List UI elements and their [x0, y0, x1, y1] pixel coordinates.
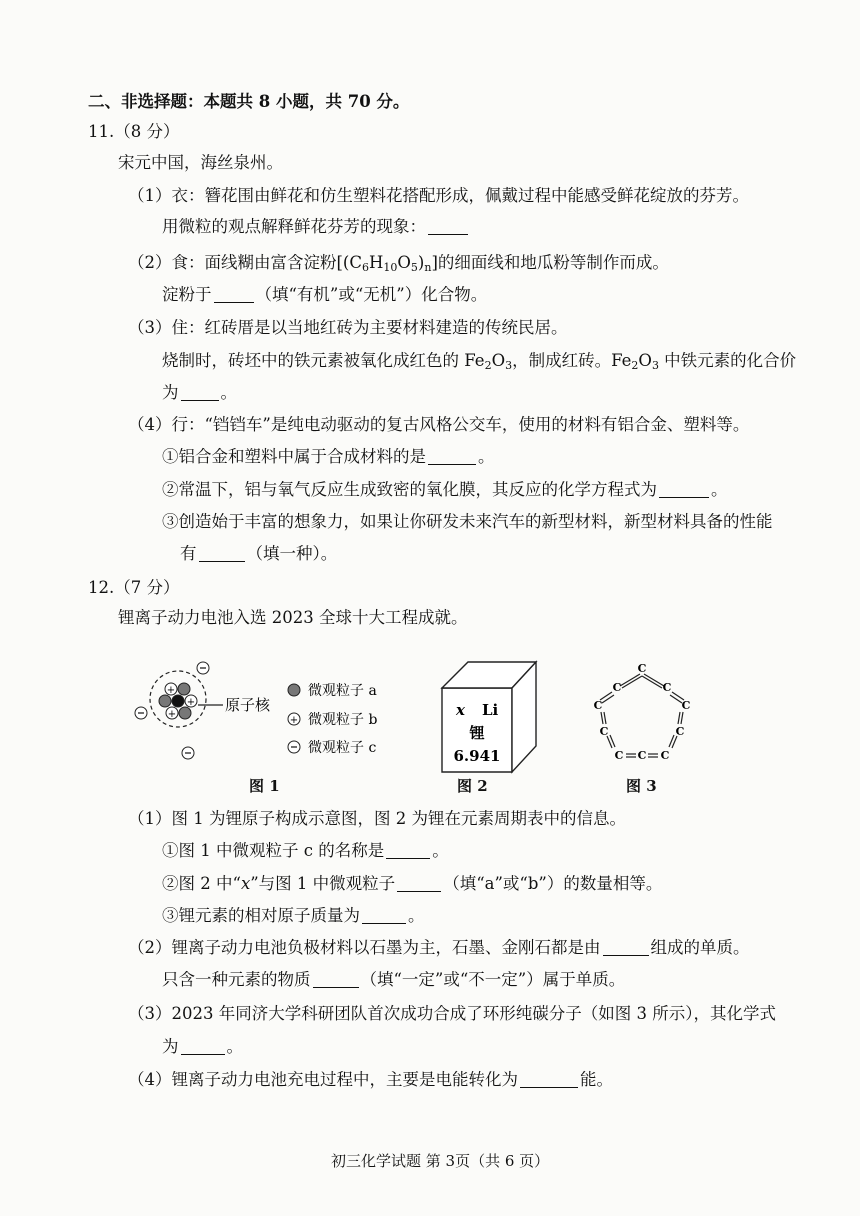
- carbon-atom: C: [593, 699, 603, 712]
- q11-part2-line2: [162, 284, 487, 306]
- neutron-particle: [159, 695, 171, 707]
- subscript: 3: [505, 359, 513, 372]
- carbon-atom: C: [637, 749, 647, 762]
- q11-part4-line3: [162, 479, 728, 501]
- q12-part3-line2: [162, 1036, 243, 1058]
- figure-2-caption: 图 2: [457, 777, 488, 795]
- q11-part1-prompt: 用微粒的观点解释鲜花芬芳的现象：: [162, 217, 426, 236]
- page-footer: 初三化学试题 第 3页（共 6 页）: [331, 1152, 550, 1170]
- carbon-atom: C: [681, 699, 691, 712]
- neutron-particle: [179, 707, 191, 719]
- carbon-atom: C: [675, 725, 685, 738]
- q11-part4-text: ①铝合金和塑料中属于合成材料的是: [162, 447, 426, 466]
- q11-part2-text: ): [417, 253, 425, 272]
- q11-part4-text: 有: [180, 544, 197, 563]
- q11-part1-line2: [162, 216, 470, 238]
- answer-blank[interactable]: [313, 971, 359, 988]
- subscript: 10: [383, 261, 398, 274]
- carbon-atom: C: [612, 681, 622, 694]
- plus-sign: +: [167, 709, 177, 720]
- q11-part4-line2: [162, 446, 495, 468]
- q11-number: 11.（8 分）: [88, 122, 180, 141]
- figure-1-caption: 图 1: [249, 777, 280, 795]
- q12-part4-text: 能。: [580, 1070, 613, 1089]
- q12-part2-line2: [162, 969, 625, 991]
- atomic-mass: 6.941: [453, 747, 501, 765]
- q12-part1-line3: [162, 873, 662, 895]
- q11-part4-text: 。: [711, 480, 728, 499]
- q11-part4-text: （填一种）。: [246, 544, 338, 563]
- plus-sign: +: [186, 697, 196, 708]
- answer-blank[interactable]: [428, 448, 476, 465]
- q12-number: 12.（7 分）: [88, 578, 180, 597]
- q12-part2-line1: [128, 937, 750, 959]
- variable-x: x: [240, 874, 251, 893]
- q12-part1-text: ③锂元素的相对原子质量为: [162, 906, 360, 925]
- legend-label-b: 微观粒子 b: [308, 712, 378, 728]
- q11-part2-text: （2）食：面线糊由富含淀粉[(C: [128, 253, 362, 272]
- q11-part1-line1: （1）衣：簪花围由鲜花和仿生塑料花搭配形成，佩戴过程中能感受鲜花绽放的芬芳。: [128, 186, 749, 205]
- answer-blank[interactable]: [603, 939, 649, 956]
- q11-part3-text: 中铁元素的化合价: [658, 351, 797, 370]
- answer-blank[interactable]: [362, 907, 406, 924]
- q11-part4-line4: ③创造始于丰富的想象力，如果让你研发未来汽车的新型材料，新型材料具备的性能: [162, 512, 773, 531]
- answer-blank[interactable]: [386, 842, 430, 859]
- q11-part2-text: 淀粉于: [162, 285, 212, 304]
- q12-part1-line4: [162, 905, 425, 927]
- q12-part4-text: （4）锂离子动力电池充电过程中，主要是电能转化为: [128, 1070, 518, 1089]
- figure-3-caption: 图 3: [626, 777, 657, 795]
- q11-part4-line5: [180, 543, 337, 565]
- plus-sign: +: [166, 685, 176, 696]
- subscript: 2: [631, 359, 639, 372]
- carbon-atom: C: [660, 749, 670, 762]
- lithium-atom-diagram: [128, 655, 378, 773]
- q12-part1-text: 。: [408, 906, 425, 925]
- q11-part3-text: O: [491, 351, 506, 370]
- q12-part2-text: （填“一定”或“不一定”）属于单质。: [360, 970, 626, 989]
- q11-part2-line1: [128, 252, 669, 274]
- carbon-atom: C: [637, 662, 647, 675]
- answer-blank[interactable]: [181, 384, 219, 401]
- q12-part3-text: 。: [226, 1037, 243, 1056]
- answer-blank[interactable]: [181, 1038, 225, 1055]
- q12-part2-text: （2）锂离子动力电池负极材料以石墨为主，石墨、金刚石都是由: [128, 938, 601, 957]
- q11-part2-text: ]的细面线和地瓜粉等制作而成。: [431, 253, 669, 272]
- answer-blank[interactable]: [428, 218, 468, 235]
- q12-part1-text: ②图 2 中“: [162, 874, 241, 893]
- q12-part1-text: ①图 1 中微观粒子 c 的名称是: [162, 841, 385, 860]
- carbon-atom: C: [614, 749, 624, 762]
- q12-part2-text: 组成的单质。: [650, 938, 750, 957]
- legend-label-c: 微观粒子 c: [308, 740, 377, 756]
- q11-part4-text: 。: [478, 447, 495, 466]
- neutron-particle: [178, 683, 190, 695]
- q12-part1-line2: [162, 840, 449, 862]
- answer-blank[interactable]: [659, 481, 709, 498]
- q12-part1-text: （填“a”或“b”）的数量相等。: [443, 874, 663, 893]
- subscript: 3: [651, 359, 659, 372]
- subscript: 2: [484, 359, 492, 372]
- answer-blank[interactable]: [199, 545, 245, 562]
- periodic-table-cell: [438, 656, 538, 776]
- svg-text:+: +: [289, 715, 299, 726]
- q11-part3-text: 为: [162, 383, 179, 402]
- q11-part3-text: ，制成红砖。Fe: [512, 351, 632, 370]
- q11-part2-text: O: [397, 253, 411, 272]
- q11-part3-line3: [162, 382, 237, 404]
- legend-marker-a: [288, 684, 300, 696]
- q12-part1-text: 。: [432, 841, 449, 860]
- q11-part3-text: 烧制时，砖坯中的铁元素被氧化成红色的 Fe: [162, 351, 485, 370]
- answer-blank[interactable]: [397, 875, 441, 892]
- q12-part3-text: 为: [162, 1037, 179, 1056]
- answer-blank[interactable]: [214, 286, 254, 303]
- q12-part1-line1: （1）图 1 为锂原子构成示意图，图 2 为锂在元素周期表中的信息。: [128, 809, 626, 828]
- element-name: 锂: [469, 724, 485, 742]
- nucleus-label: 原子核: [225, 696, 271, 714]
- carbon-atom: C: [599, 725, 609, 738]
- subscript: n: [424, 261, 432, 274]
- q11-intro: 宋元中国，海丝泉州。: [118, 153, 283, 172]
- q12-intro: 锂离子动力电池入选 2023 全球十大工程成就。: [118, 608, 468, 627]
- q11-part4-text: ②常温下，铝与氧气反应生成致密的氧化膜，其反应的化学方程式为: [162, 480, 657, 499]
- subscript: 6: [362, 261, 369, 274]
- element-symbol: Li: [482, 701, 499, 719]
- neutron-particle: [172, 695, 184, 707]
- q11-part4-line1: （4）行：“铛铛车”是纯电动驱动的复古风格公交车，使用的材料有铝合金、塑料等。: [128, 415, 750, 434]
- q12-part1-text: ”与图 1 中微观粒子: [250, 874, 396, 893]
- q11-part2-text: （填“有机”或“无机”）化合物。: [255, 285, 488, 304]
- q11-part3-line1: （3）住：红砖厝是以当地红砖为主要材料建造的传统民居。: [128, 318, 568, 337]
- q11-part3-text: O: [638, 351, 652, 370]
- legend-label-a: 微观粒子 a: [308, 683, 377, 699]
- q11-part2-text: H: [369, 253, 384, 272]
- q11-part3-line2: [162, 350, 796, 372]
- q11-part3-text: 。: [220, 383, 237, 402]
- q12-part3-line1: （3）2023 年同济大学科研团队首次成功合成了环形纯碳分子（如图 3 所示），其化学式: [128, 1004, 776, 1023]
- subscript: 5: [410, 261, 418, 274]
- carbon-atom: C: [662, 681, 672, 694]
- atomic-number-x: x: [456, 701, 465, 719]
- answer-blank[interactable]: [520, 1071, 578, 1088]
- q12-part2-text: 只含一种元素的物质: [162, 970, 311, 989]
- q12-part4-line1: [128, 1069, 613, 1091]
- cyclocarbon-molecule: [586, 658, 698, 770]
- section-title: 二、非选择题：本题共 8 小题，共 70 分。: [88, 92, 410, 111]
